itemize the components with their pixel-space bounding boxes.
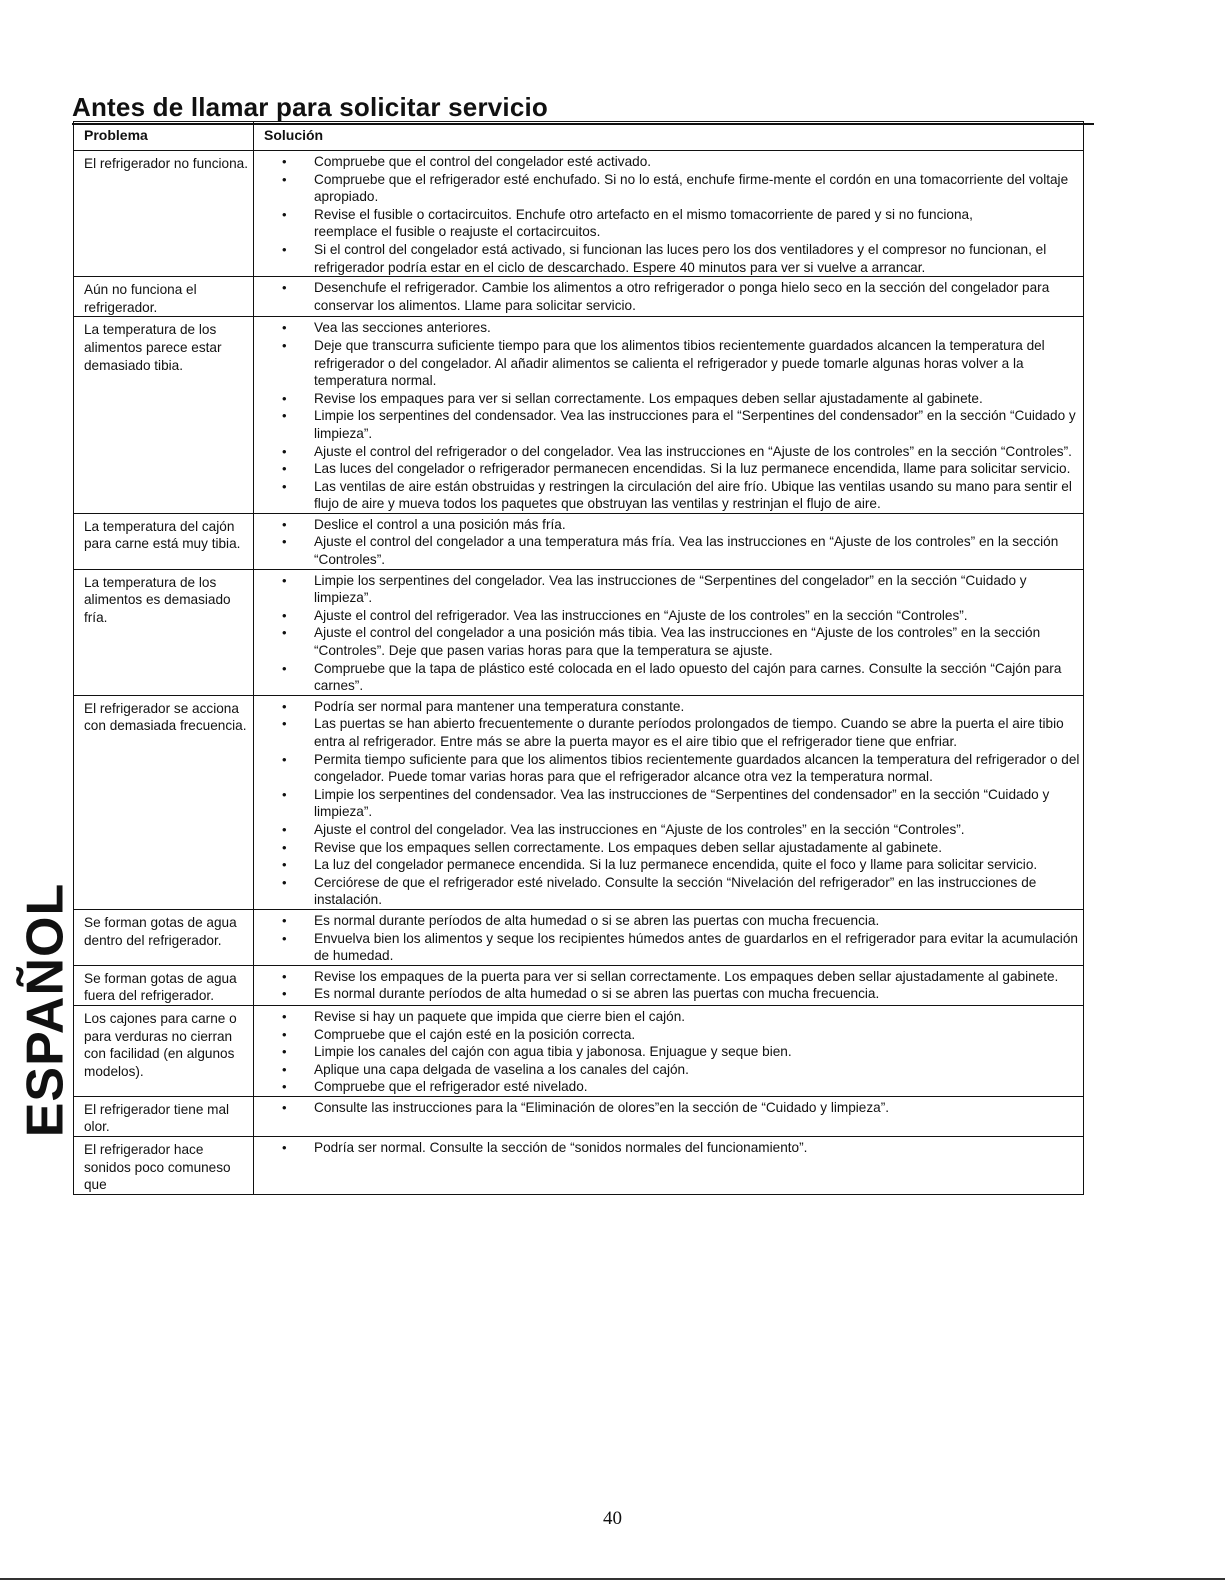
bullet-icon: • — [282, 912, 287, 928]
problem-cell: Se forman gotas de agua fuera del refrigerador. — [74, 965, 254, 1005]
solution-text: Compruebe que el cajón esté en la posición correcta. — [314, 1026, 636, 1042]
solution-text: Es normal durante períodos de alta humedad o si se abren las puertas con mucha frecuencia. — [314, 912, 880, 928]
solution-text: Revise si hay un paquete que impida que cierre bien el cajón. — [314, 1008, 686, 1024]
bullet-icon: • — [282, 1140, 287, 1156]
solution-list — [254, 279, 1083, 314]
bullet-icon: • — [282, 660, 287, 676]
bullet-icon: • — [282, 1044, 287, 1060]
solution-cell — [254, 569, 1084, 695]
solution-item — [254, 607, 1083, 625]
solution-cell — [254, 317, 1084, 514]
bullet-icon: • — [282, 241, 287, 257]
bullet-icon: • — [282, 280, 287, 296]
solution-text: Envuelva bien los alimentos y seque los recipientes húmedos antes de guardarlos en el refrigerador para evitar la acumulación de humedad. — [314, 930, 1078, 964]
solution-cell — [254, 277, 1084, 317]
solution-item — [254, 516, 1083, 534]
solution-item — [254, 572, 1083, 607]
solution-item — [254, 751, 1083, 786]
bullet-icon: • — [282, 337, 287, 353]
bottom-rule — [0, 1578, 1225, 1580]
table-row — [74, 317, 1084, 514]
solution-item — [254, 1043, 1083, 1061]
solution-item — [254, 443, 1083, 461]
solution-list — [254, 516, 1083, 569]
table-row — [74, 569, 1084, 695]
solution-cell — [254, 1137, 1084, 1195]
problem-cell: La temperatura de los alimentos es demasiado fría. — [74, 569, 254, 695]
solution-text: Es normal durante períodos de alta humedad o si se abren las puertas con mucha frecuencia. — [314, 986, 880, 1002]
table-row — [74, 1096, 1084, 1136]
solution-cell — [254, 909, 1084, 965]
solution-text: Compruebe que el control del congelador esté activado. — [314, 154, 652, 169]
solution-text: Limpie los serpentines del condensador. Vea las instrucciones para el “Serpentines del condensador” en la sección “Cuidado y limpieza”. — [314, 408, 1076, 441]
solution-item — [254, 1008, 1083, 1026]
table-row — [74, 1137, 1084, 1195]
solution-text: Ajuste el control del congelador. Vea las instrucciones en “Ajuste de los controles” en la sección “Controles”. — [314, 821, 965, 837]
solution-item — [254, 171, 1083, 206]
solution-item — [254, 660, 1083, 695]
solution-text: Revise los empaques de la puerta para ver si sellan correctamente. Los empaques deben sellar ajustadamente al gabinete. — [314, 968, 1059, 984]
bullet-icon: • — [282, 461, 287, 477]
table-header-row — [74, 122, 1084, 151]
bullet-icon: • — [282, 408, 287, 424]
solution-item — [254, 1139, 1083, 1157]
solution-cell — [254, 1096, 1084, 1136]
solution-text: Deje que transcurra suficiente tiempo para que los alimentos tibios recientemente guardados alcancen la temperatura del refrigerador o del congelador. Al añadir alimentos se calienta el refrigerador y puede tomarle algunas horas volver a la temperatura normal. — [314, 337, 1045, 389]
solution-item — [254, 1078, 1083, 1096]
solution-item — [254, 786, 1083, 821]
bullet-icon: • — [282, 516, 287, 532]
solution-item — [254, 874, 1083, 909]
bullet-icon: • — [282, 154, 287, 169]
bullet-icon: • — [282, 1008, 287, 1024]
solution-item — [254, 478, 1083, 513]
header-solution: Solución — [254, 122, 1084, 151]
solution-cell — [254, 1005, 1084, 1096]
bullet-icon: • — [282, 839, 287, 855]
solution-item — [254, 1026, 1083, 1044]
solution-cell — [254, 695, 1084, 909]
solution-item — [254, 624, 1083, 659]
bullet-icon: • — [282, 786, 287, 802]
problem-cell: Se forman gotas de agua dentro del refrigerador. — [74, 909, 254, 965]
bullet-icon: • — [282, 1099, 287, 1115]
bullet-icon: • — [282, 857, 287, 873]
solution-text: Limpie los serpentines del congelador. Vea las instrucciones de “Serpentines del congelador” en la sección “Cuidado y limpieza”. — [314, 572, 1027, 606]
solution-text: Las ventilas de aire están obstruidas y restringen la circulación del aire frío. Ubique las ventilas usando su mano para sentir el flujo de aire y mueva todos los paquetes que obstruyan las ventilas y restrinjan el flujo de aire. — [314, 478, 1072, 512]
solution-item — [254, 856, 1083, 874]
solution-item — [254, 241, 1083, 276]
solution-item — [254, 985, 1083, 1003]
solution-text: Revise que los empaques sellen correctamente. Los empaques deben sellar ajustadamente al gabinete. — [314, 839, 942, 855]
solution-text: La luz del congelador permanece encendida. Si la luz permanece encendida, quite el foco y llame para solicitar servicio. — [314, 857, 1038, 873]
solution-text: Permita tiempo suficiente para que los alimentos tibios recientemente guardados alcancen la temperatura del refrigerador o del congelador. Puede tomar varias horas para que el refrigerador alcance otra vez la temperatura normal. — [314, 751, 1080, 785]
page-number: 40 — [603, 1508, 622, 1529]
table-row — [74, 151, 1084, 277]
bullet-icon: • — [282, 625, 287, 641]
bullet-icon: • — [282, 1061, 287, 1077]
problem-cell: Los cajones para carne o para verduras no cierran con facilidad (en algunos modelos). — [74, 1005, 254, 1096]
table-row — [74, 1005, 1084, 1096]
table-row — [74, 277, 1084, 317]
problem-cell: La temperatura del cajón para carne está muy tibia. — [74, 513, 254, 569]
solution-item — [254, 912, 1083, 930]
solution-item — [254, 279, 1083, 314]
bullet-icon: • — [282, 930, 287, 946]
bullet-icon: • — [282, 320, 287, 336]
solution-list — [254, 153, 1083, 276]
solution-item — [254, 930, 1083, 965]
bullet-icon: • — [282, 1026, 287, 1042]
solution-text: Revise el fusible o cortacircuitos. Enchufe otro artefacto en el mismo tomacorriente de pared y si no funciona, reemplace el fusible o reajuste el cortacircuitos. — [314, 206, 973, 240]
solution-text: Desenchufe el refrigerador. Cambie los alimentos a otro refrigerador o ponga hielo seco en la sección del congelador para conservar los alimentos. Llame para solicitar servicio. — [314, 280, 1050, 313]
solution-item — [254, 715, 1083, 750]
solution-list — [254, 698, 1083, 909]
bullet-icon: • — [282, 206, 287, 222]
problem-cell: El refrigerador tiene mal olor. — [74, 1096, 254, 1136]
table-row — [74, 513, 1084, 569]
solution-text: Aplique una capa delgada de vaselina a los canales del cajón. — [314, 1061, 689, 1077]
solution-item — [254, 319, 1083, 337]
table-row — [74, 965, 1084, 1005]
solution-item — [254, 1061, 1083, 1079]
bullet-icon: • — [282, 716, 287, 732]
solution-item — [254, 390, 1083, 408]
solution-list — [254, 572, 1083, 695]
solution-text: Revise los empaques para ver si sellan correctamente. Los empaques deben sellar ajustadamente al gabinete. — [314, 390, 983, 406]
bullet-icon: • — [282, 572, 287, 588]
table-row — [74, 909, 1084, 965]
bullet-icon: • — [282, 171, 287, 187]
page-title: Antes de llamar para solicitar servicio — [72, 91, 1094, 125]
bullet-icon: • — [282, 1079, 287, 1095]
bullet-icon: • — [282, 534, 287, 550]
solution-item — [254, 153, 1083, 171]
solution-text: Si el control del congelador está activado, si funcionan las luces pero los dos ventiladores y el compresor no funcionan, el refrigerador podría estar en el ciclo de descarchado. Espere 40 minutos para ver si vuelve a arrancar. — [314, 241, 1047, 275]
solution-cell — [254, 965, 1084, 1005]
solution-text: Podría ser normal. Consulte la sección de “sonidos normales del funcionamiento”. — [314, 1140, 808, 1156]
solution-item — [254, 968, 1083, 986]
bullet-icon: • — [282, 874, 287, 890]
bullet-icon: • — [282, 751, 287, 767]
solution-text: Compruebe que el refrigerador esté nivelado. — [314, 1079, 588, 1095]
solution-item — [254, 533, 1083, 568]
bullet-icon: • — [282, 443, 287, 459]
bullet-icon: • — [282, 986, 287, 1002]
solution-text: Compruebe que el refrigerador esté enchufado. Si no lo está, enchufe firme-mente el cordón en una tomacorriente del voltaje apropiado. — [314, 171, 1069, 205]
solution-list — [254, 1139, 1083, 1157]
solution-text: Limpie los serpentines del condensador. Vea las instrucciones de “Serpentines del condensador” en la sección “Cuidado y limpieza”. — [314, 786, 1050, 820]
solution-text: Ajuste el control del refrigerador. Vea las instrucciones en “Ajuste de los controles” en la sección “Controles”. — [314, 607, 968, 623]
bullet-icon: • — [282, 390, 287, 406]
solution-text: Cerciórese de que el refrigerador esté nivelado. Consulte la sección “Nivelación del refrigerador” en las instrucciones de instalación. — [314, 874, 1037, 908]
problem-cell: El refrigerador hace sonidos poco comuneso que — [74, 1137, 254, 1195]
solution-list — [254, 968, 1083, 1003]
solution-item — [254, 698, 1083, 716]
solution-item — [254, 206, 1083, 241]
problem-cell: El refrigerador no funciona. — [74, 151, 254, 277]
bullet-icon: • — [282, 607, 287, 623]
bullet-icon: • — [282, 698, 287, 714]
solution-text: Consulte las instrucciones para la “Eliminación de olores”en la sección de “Cuidado y limpieza”. — [314, 1099, 889, 1115]
bullet-icon: • — [282, 968, 287, 984]
solution-text: Las luces del congelador o refrigerador permanecen encendidas. Si la luz permanece encendida, llame para solicitar servicio. — [314, 461, 1071, 477]
solution-list — [254, 912, 1083, 965]
troubleshooting-table — [73, 121, 1084, 1195]
solution-text: Compruebe que la tapa de plástico esté colocada en el lado opuesto del cajón para carnes. Consulte la sección “Cajón para carnes”. — [314, 660, 1062, 694]
solution-text: Ajuste el control del congelador a una posición más tibia. Vea las instrucciones en “Ajuste de los controles” en la sección “Controles”. Deje que pasen varias horas para que la temperatura se ajuste. — [314, 625, 1041, 659]
problem-cell: Aún no funciona el refrigerador. — [74, 277, 254, 317]
bullet-icon: • — [282, 821, 287, 837]
table-row — [74, 695, 1084, 909]
solution-list — [254, 1008, 1083, 1096]
language-side-tab — [16, 880, 75, 1140]
side-tab-label: ESPAÑOL — [16, 882, 75, 1138]
problem-cell: El refrigerador se acciona con demasiada frecuencia. — [74, 695, 254, 909]
solution-item — [254, 407, 1083, 442]
bullet-icon: • — [282, 478, 287, 494]
solution-text: Ajuste el control del refrigerador o del congelador. Vea las instrucciones en “Ajuste de los controles” en la sección “Controles”. — [314, 443, 1072, 459]
table-body — [74, 151, 1084, 1195]
solution-text: Deslice el control a una posición más fría. — [314, 516, 566, 532]
solution-item — [254, 839, 1083, 857]
solution-text: Vea las secciones anteriores. — [314, 320, 491, 336]
solution-text: Las puertas se han abierto frecuentemente o durante períodos prolongados de tiempo. Cuando se abre la puerta el aire tibio entra al refrigerador. Entre más se abre la puerta mayor es el aire tibio que el refrigerador tiene que enfriar. — [314, 716, 1064, 749]
solution-text: Limpie los canales del cajón con agua tibia y jabonosa. Enjuague y seque bien. — [314, 1044, 792, 1060]
solution-list — [254, 1099, 1083, 1117]
solution-item — [254, 1099, 1083, 1117]
solution-item — [254, 337, 1083, 390]
header-problem: Problema — [74, 122, 254, 151]
solution-cell — [254, 151, 1084, 277]
troubleshooting-table-container — [73, 121, 1083, 1195]
solution-text: Ajuste el control del congelador a una temperatura más fría. Vea las instrucciones en “Ajuste de los controles” en la sección “Controles”. — [314, 534, 1059, 568]
solution-list — [254, 319, 1083, 513]
problem-cell: La temperatura de los alimentos parece estar demasiado tibia. — [74, 317, 254, 514]
solution-text: Podría ser normal para mantener una temperatura constante. — [314, 698, 685, 714]
solution-cell — [254, 513, 1084, 569]
solution-item — [254, 821, 1083, 839]
solution-item — [254, 460, 1083, 478]
